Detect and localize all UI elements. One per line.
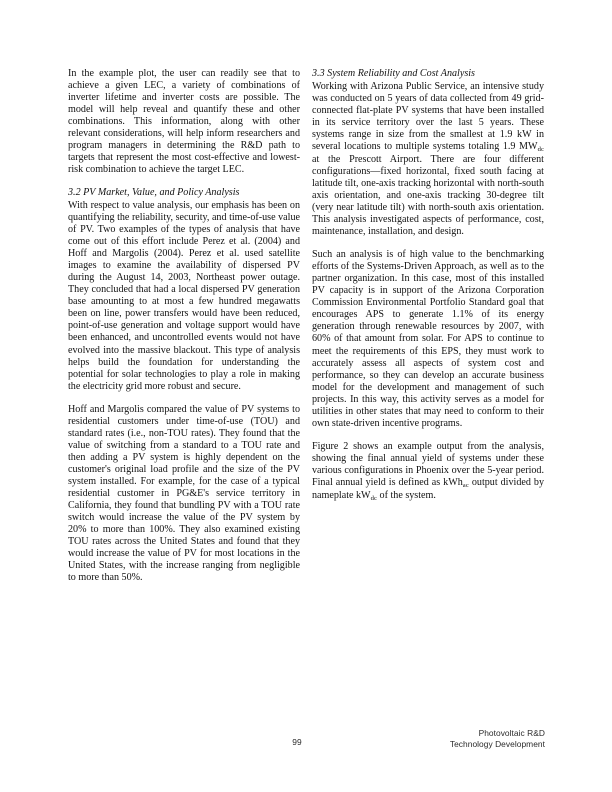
right-paragraph-1-text-b: at the Prescott Airport. There are four different configurations—fixed horizontal, fixed south facing at latitude tilt, one-axis tracking horizontal with north-south axis orientation, and one-axis tracking 30-degree tilt (very near latitude tilt) with north-south axis orientation. This analysis investigated aspects of performance, cost, maintenance, installation, and design. xyxy=(312,153,544,238)
right-paragraph-1-text-a: Working with Arizona Public Service, an intensive study was conducted on 5 years of data collected from 49 grid-connected flat-plate PV systems that have been installed in its service territory over the last 5 years. These systems range in size from the smallest at 1.9 kW in several locations to multiple systems totaling 1.9 MW xyxy=(312,80,544,152)
page-footer xyxy=(0,728,612,772)
section-heading-3-2: 3.2 PV Market, Value, and Policy Analysis xyxy=(68,187,240,199)
left-paragraph-1: In the example plot, the user can readily see that to achieve a given LEC, a variety of combinations of inverter lifetime and inverter costs are possible. The model will help reveal and quantify these and other combinations. This information, along with other relevant considerations, will help inform researchers and program managers in determining the R&D path to targets that represent the most cost-effective and lowest-risk combination to achieve the target LEC. xyxy=(68,68,300,176)
footer-title-block xyxy=(450,728,545,750)
right-paragraph-3-text-b: output divided by nameplate kW xyxy=(312,477,544,502)
subscript-dc-megawatt: dc xyxy=(537,145,544,153)
right-paragraph-3-text-c: of the system. xyxy=(377,490,436,502)
section-heading-3-3: 3.3 System Reliability and Cost Analysis xyxy=(312,68,475,79)
right-paragraph-2: Such an analysis is of high value to the benchmarking efforts of the Systems-Driven Approach, as well as to the partner organization. In this case, most of this installed PV capacity is in support of the Arizona Corporation Commission Environmental Portfolio Standard goal that encourages APS to generate 1.1% of its energy generation through renewable resources by 2007, with 60% of that amount from solar. For APS to continue to meet the requirements of this EPS, they must work to accurately assess all aspects of system cost and performance, so they can develop an accurate business model for the development and management of such projects. In this way, this activity serves as a model for utilities in other states that may need to conform to their own state-driven incentive programs. xyxy=(312,249,544,429)
right-paragraph-1 xyxy=(312,81,544,239)
right-paragraph-3 xyxy=(312,441,544,503)
right-paragraph-3-text-a: Figure 2 shows an example output from the analysis, showing the final annual yield of systems under these various configurations in Phoenix over the 5-year period. Final annual yield is defined as kWh xyxy=(312,440,544,488)
subscript-ac-kilowatt-hour: ac xyxy=(462,482,469,490)
two-column-body xyxy=(68,68,545,595)
left-column xyxy=(68,68,300,595)
left-paragraph-2: With respect to value analysis, our emphasis has been on quantifying the reliability, security, and time-of-use value of PV. Two examples of the types of analysis that have come out of this effort include Perez et al. (2004) and Hoff and Margolis (2004). Perez et al. used satellite images to examine the availability of dispersed PV during the August 14, 2003, Northeast power outage. They concluded that had a local dispersed PV generation base amounting to at most a few hundred megawatts been on line, power transfers would have been reduced, point-of-use generation and voltage support would have been enhanced, and uncontrolled events would not have evolved into the massive blackout. This type of analysis helps build the foundation for understanding the potential for solar technologies to play a role in making the electricity grid more robust and secure. xyxy=(68,199,300,392)
subscript-dc-kilowatt: dc xyxy=(370,495,378,503)
left-paragraph-3: Hoff and Margolis compared the value of PV systems to residential customers under time-of-use (TOU) and standard rates (i.e., non-TOU rates). They found that the value of switching from a standard to a TOU rate and then adding a PV system is highly dependent on the customer's original load profile and the size of the PV system installed. For example, for the case of a typical residential customer in PG&E's service territory in California, they found that bundling PV with a TOU rate switch would increase the value of the PV system by 20% to more than 100%. They also examined existing TOU rates across the United States and found that they would increase the value of PV for most locations in the United States, with the increase ranging from negligible to more than 50%. xyxy=(68,403,300,584)
footer-title-line-2: Technology Development xyxy=(449,739,545,749)
page-number: 99 xyxy=(292,737,302,747)
right-column xyxy=(312,68,544,514)
footer-title-line-1: Photovoltaic R&D xyxy=(478,728,545,738)
